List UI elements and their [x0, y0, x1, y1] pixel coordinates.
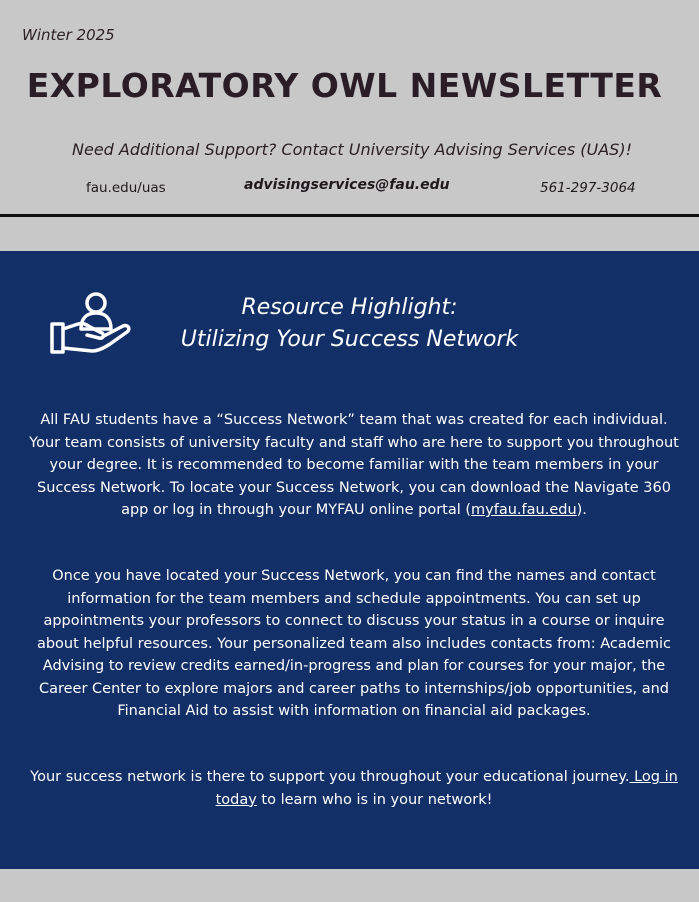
email-link[interactable]: advisingservices@fau.edu — [244, 177, 450, 193]
highlight-heading — [0, 292, 699, 356]
highlight-title-line1: Resource Highlight: — [241, 295, 458, 320]
website-link[interactable]: fau.edu/uas — [86, 180, 166, 196]
support-line: Need Additional Support? Contact University Advising Services (UAS)! — [72, 140, 632, 159]
season-label: Winter 2025 — [22, 26, 115, 44]
paragraph-team-contacts: Once you have located your Success Network, you can find the names and contact information for the team members and schedule appointments. You can set up appointments your professors to connect to discuss your status in a course or inquire about helpful resources. Your personalized team also includes contacts from: Academic Advising to review credits earned/in-progress and plan for courses for your major, the Career Center to explore majors and career paths to internships/job opportunities, and Financial Aid to assist with information on financial aid packages. — [36, 568, 672, 719]
highlight-title-line2: Utilizing Your Success Network — [180, 327, 519, 352]
paragraph-success-network — [24, 409, 684, 522]
paragraph-3-text: Your success network is there to support you throughout your educational journey. — [30, 769, 630, 785]
resource-highlight-panel — [0, 251, 699, 869]
paragraph-closing — [24, 766, 684, 811]
paragraph-3-end: to learn who is in your network! — [256, 791, 493, 808]
page-title: EXPLORATORY OWL NEWSLETTER — [26, 66, 663, 105]
paragraph-1-text: All FAU students have a “Success Network” team that was created for each individual. Your team consists of university faculty and staff who are here to support you throughout your degree. It is recommended to become familiar with the team members in your Success Network. To locate your Success Network, you can download the Navigate 360 app or log in through your MYFAU online portal ( — [29, 412, 679, 518]
log-in-today-link[interactable]: Log in today — [215, 769, 678, 808]
phone-number: 561-297-3064 — [540, 180, 636, 196]
paragraph-1-end: ). — [576, 502, 587, 518]
header-divider — [0, 214, 699, 217]
myfau-link[interactable]: myfau.fau.edu — [471, 502, 577, 518]
